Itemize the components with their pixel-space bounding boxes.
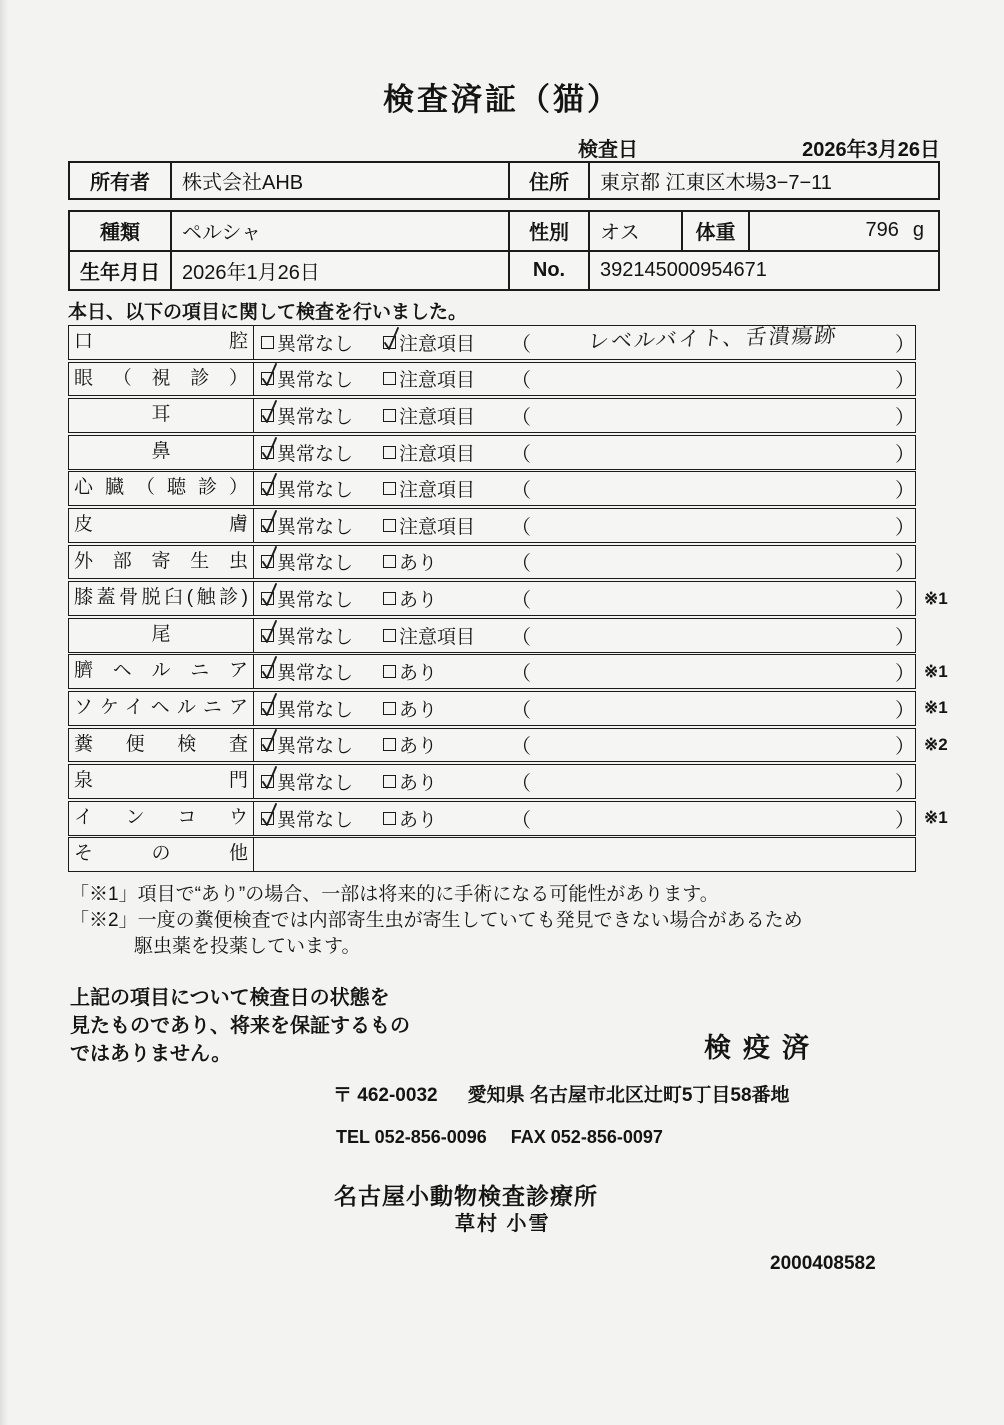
exam-row-content xyxy=(254,472,915,505)
exam-note: ※1 xyxy=(924,588,948,608)
exam-note: ※2 xyxy=(924,734,948,754)
checkbox-icon xyxy=(383,738,396,751)
paren-close: ） xyxy=(895,407,915,430)
exam-item-label: 耳 xyxy=(69,399,254,432)
paren-close: ） xyxy=(895,626,915,649)
paren-close: ） xyxy=(895,553,915,576)
exam-option-label: あり xyxy=(399,773,438,795)
handwritten-check-icon xyxy=(258,726,282,756)
exam-option-label: 異常なし xyxy=(277,407,354,429)
exam-row xyxy=(68,362,916,397)
paren-open: （ xyxy=(511,370,531,393)
disclaimer-line-3: ではありません。 xyxy=(70,1043,232,1065)
exam-row xyxy=(68,801,948,836)
exam-option-no-abnormality xyxy=(261,658,383,685)
exam-item-label: 尾 xyxy=(69,619,254,652)
exam-row-content xyxy=(254,363,915,396)
owner-table xyxy=(68,161,940,200)
exam-item-label: ソケイヘルニア xyxy=(69,692,254,725)
exam-row xyxy=(68,398,916,433)
exam-finding-handwriting xyxy=(531,406,895,416)
handwritten-check-icon xyxy=(258,763,282,793)
clinic-tel: TEL 052-856-0096 xyxy=(336,1127,487,1147)
exam-option-no-abnormality xyxy=(261,329,383,356)
exam-note: ※1 xyxy=(924,698,948,718)
paren-open: （ xyxy=(511,663,531,686)
handwritten-check-icon xyxy=(258,580,282,610)
weight-label: 体重 xyxy=(683,212,750,250)
exam-row-content xyxy=(254,802,915,835)
birthdate-value: 2026年1月26日 xyxy=(182,261,320,284)
exam-row xyxy=(68,581,948,616)
exam-option-label: 異常なし xyxy=(277,626,354,648)
exam-finding-handwriting xyxy=(531,443,895,453)
exam-row xyxy=(68,435,916,470)
checkbox-icon xyxy=(261,482,274,495)
paren-open: （ xyxy=(511,407,531,430)
exam-item-label: 鼻 xyxy=(69,436,254,469)
paren-open: （ xyxy=(511,626,531,649)
owner-name: 株式会社AHB xyxy=(182,172,304,194)
exam-option-attention xyxy=(383,658,511,685)
exam-option-label: 異常なし xyxy=(277,516,354,538)
pet-info-row-1 xyxy=(70,212,938,250)
handwritten-check-icon xyxy=(258,543,282,573)
exam-finding-handwriting xyxy=(531,516,895,526)
exam-row xyxy=(68,618,916,653)
handwritten-check-icon xyxy=(380,324,404,354)
paren-close: ） xyxy=(895,809,915,832)
exam-option-attention xyxy=(383,585,511,612)
exam-option-label: 異常なし xyxy=(277,773,354,795)
exam-option-label: 注意項目 xyxy=(399,626,476,648)
exam-option-label: 異常なし xyxy=(277,553,354,575)
exam-finding-handwriting xyxy=(531,662,895,672)
exam-option-attention xyxy=(383,439,511,466)
exam-finding-handwriting: レベルバイト、舌潰瘍跡 xyxy=(586,324,839,354)
exam-row-content xyxy=(254,619,915,652)
exam-option-attention xyxy=(383,329,511,356)
no-value: 392145000954671 xyxy=(600,258,767,281)
exam-option-label: 異常なし xyxy=(277,443,354,465)
exam-option-no-abnormality xyxy=(261,439,383,466)
paren-close: ） xyxy=(895,370,915,393)
exam-row-content xyxy=(254,546,915,579)
address-label: 住所 xyxy=(508,163,590,198)
exam-item-label: 膝蓋骨脱臼(触診) xyxy=(69,582,254,615)
quarantine-passed-stamp: 検疫済 xyxy=(704,1033,821,1063)
exam-option-attention xyxy=(383,731,511,758)
exam-option-attention xyxy=(383,475,511,502)
exam-finding-handwriting xyxy=(531,479,895,489)
checkbox-icon xyxy=(383,812,396,825)
checkbox-icon xyxy=(261,336,274,349)
paren-close: ） xyxy=(895,699,915,722)
exam-option-attention xyxy=(383,365,511,392)
exam-option-label: あり xyxy=(399,590,438,612)
exam-option-label: 異常なし xyxy=(277,590,354,612)
exam-item-label: 糞便検査 xyxy=(69,729,254,762)
handwritten-check-icon xyxy=(258,470,282,500)
handwritten-check-icon xyxy=(258,397,282,427)
paren-close: ） xyxy=(895,736,915,759)
sex-label: 性別 xyxy=(508,212,590,250)
checkbox-icon xyxy=(261,409,274,422)
weight-value-cell xyxy=(750,212,938,250)
exam-finding-handwriting xyxy=(531,369,895,379)
checkbox-icon xyxy=(261,519,274,532)
exam-item-label: 皮膚 xyxy=(69,509,254,542)
exam-row-content xyxy=(254,655,915,688)
checkbox-icon xyxy=(383,702,396,715)
serial-number: 2000408582 xyxy=(770,1253,876,1274)
checkbox-icon xyxy=(383,519,396,532)
exam-option-attention xyxy=(383,622,511,649)
scan-edge-shadow xyxy=(0,0,8,1425)
exam-finding-handwriting xyxy=(531,589,895,599)
checkbox-icon xyxy=(261,775,274,788)
checkbox-icon xyxy=(383,592,396,605)
clinic-fax: FAX 052-856-0097 xyxy=(510,1127,663,1147)
exam-option-label: 注意項目 xyxy=(399,516,476,538)
inspection-date-label: 検査日 xyxy=(578,139,638,161)
paren-open: （ xyxy=(511,809,531,832)
page-title: 検査済証（猫） xyxy=(383,82,621,117)
checkbox-icon xyxy=(261,812,274,825)
exam-row xyxy=(68,764,916,799)
clinic-address-line xyxy=(333,1080,790,1107)
exam-option-no-abnormality xyxy=(261,512,383,539)
exam-row-content xyxy=(254,838,915,871)
exam-option-label: 異常なし xyxy=(277,699,354,721)
exam-option-attention xyxy=(383,695,511,722)
checkbox-icon xyxy=(261,665,274,678)
checkbox-icon xyxy=(383,482,396,495)
checkbox-icon xyxy=(383,775,396,788)
checkbox-icon xyxy=(383,336,396,349)
exam-option-attention xyxy=(383,548,511,575)
checkbox-icon xyxy=(383,665,396,678)
clinic-address: 愛知県 名古屋市北区辻町5丁目58番地 xyxy=(467,1085,790,1106)
paren-open: （ xyxy=(511,333,531,356)
paren-close: ） xyxy=(895,333,915,356)
breed-value: ペルシャ xyxy=(182,222,262,245)
paren-close: ） xyxy=(895,480,915,503)
exam-row-content xyxy=(254,692,915,725)
checkbox-icon xyxy=(261,629,274,642)
exam-row-content xyxy=(254,765,915,798)
exam-note: ※1 xyxy=(924,808,948,828)
exam-option-label: 注意項目 xyxy=(399,443,476,465)
exam-row xyxy=(68,471,916,506)
handwritten-check-icon xyxy=(258,653,282,683)
owner-label: 所有者 xyxy=(70,163,172,198)
paren-open: （ xyxy=(511,590,531,613)
footnote-2-continued: 駆虫薬を投薬しています。 xyxy=(134,936,361,957)
exam-option-no-abnormality xyxy=(261,548,383,575)
disclaimer-line-1: 上記の項目について検査日の状態を xyxy=(70,987,390,1009)
exam-option-label: あり xyxy=(399,663,438,685)
paren-close: ） xyxy=(895,590,915,613)
exam-option-no-abnormality xyxy=(261,475,383,502)
paren-close: ） xyxy=(895,663,915,686)
exam-option-label: 注意項目 xyxy=(399,480,476,502)
exam-option-attention xyxy=(383,805,511,832)
checkbox-icon xyxy=(261,592,274,605)
handwritten-check-icon xyxy=(258,360,282,390)
footnote-2: 「※2」一度の糞便検査では内部寄生虫が寄生していても発見できない場合があるため xyxy=(70,910,803,931)
exam-option-attention xyxy=(383,768,511,795)
exam-option-label: あり xyxy=(399,809,438,831)
exam-finding-handwriting xyxy=(531,735,895,745)
exam-item-label: 泉門 xyxy=(69,765,254,798)
exam-option-label: 異常なし xyxy=(277,333,354,355)
exam-option-no-abnormality xyxy=(261,731,383,758)
paren-close: ） xyxy=(895,773,915,796)
disclaimer-line-2: 見たものであり、将来を保証するもの xyxy=(70,1015,410,1037)
sex-value: オス xyxy=(590,212,683,250)
exam-finding-handwriting xyxy=(531,809,895,819)
exam-row-content xyxy=(254,729,915,762)
exam-row xyxy=(68,325,916,360)
exam-option-no-abnormality xyxy=(261,365,383,392)
checkbox-icon xyxy=(383,409,396,422)
exam-option-no-abnormality xyxy=(261,585,383,612)
exam-note: ※1 xyxy=(924,661,948,681)
handwritten-check-icon xyxy=(258,690,282,720)
veterinarian-name: 草村 小雪 xyxy=(455,1213,551,1235)
exam-row-content xyxy=(254,399,915,432)
checkbox-icon xyxy=(383,629,396,642)
exam-option-label: 異常なし xyxy=(277,809,354,831)
disclaimer-text xyxy=(70,984,410,1068)
footnote-1: 「※1」項目で“あり”の場合、一部は将来的に手術になる可能性があります。 xyxy=(70,884,719,905)
exam-item-label: 心臓（聴診） xyxy=(69,472,254,505)
exam-finding-handwriting xyxy=(531,699,895,709)
exam-option-label: 異常なし xyxy=(277,663,354,685)
handwritten-check-icon xyxy=(258,617,282,647)
exam-option-label: 注意項目 xyxy=(399,407,476,429)
pet-info-table xyxy=(68,210,940,291)
exam-option-label: あり xyxy=(399,699,438,721)
exam-option-label: 注意項目 xyxy=(399,370,476,392)
checkbox-icon xyxy=(383,446,396,459)
intro-text: 本日、以下の項目に関して検査を行いました。 xyxy=(68,302,468,323)
exam-row xyxy=(68,545,916,580)
breed-label: 種類 xyxy=(70,212,172,250)
exam-option-label: 異常なし xyxy=(277,480,354,502)
paren-open: （ xyxy=(511,480,531,503)
weight-unit: g xyxy=(912,219,924,242)
exam-item-label: 口腔 xyxy=(69,326,254,359)
exam-row xyxy=(68,728,948,763)
exam-table xyxy=(68,324,948,874)
exam-finding-handwriting xyxy=(531,626,895,636)
exam-row-content xyxy=(254,509,915,542)
exam-row xyxy=(68,837,916,872)
owner-address: 東京都 江東区木場3−7−11 xyxy=(600,172,832,194)
paren-close: ） xyxy=(895,516,915,539)
exam-row-content xyxy=(254,582,915,615)
exam-row xyxy=(68,691,948,726)
exam-option-no-abnormality xyxy=(261,622,383,649)
checkbox-icon xyxy=(261,702,274,715)
exam-finding-handwriting xyxy=(531,772,895,782)
paren-open: （ xyxy=(511,443,531,466)
paren-open: （ xyxy=(511,773,531,796)
checkbox-icon xyxy=(383,555,396,568)
exam-option-label: 異常なし xyxy=(277,736,354,758)
paren-open: （ xyxy=(511,553,531,576)
pet-info-row-2 xyxy=(70,250,938,290)
exam-option-label: あり xyxy=(399,553,438,575)
exam-finding-handwriting xyxy=(531,552,895,562)
exam-row xyxy=(68,654,948,689)
exam-item-label: 外部寄生虫 xyxy=(69,546,254,579)
checkbox-icon xyxy=(261,372,274,385)
exam-item-label: 眼（視診） xyxy=(69,363,254,396)
no-label: No. xyxy=(508,252,590,290)
exam-option-label: あり xyxy=(399,736,438,758)
postal-code: 〒 462-0032 xyxy=(333,1085,438,1106)
paren-open: （ xyxy=(511,699,531,722)
paren-open: （ xyxy=(511,516,531,539)
handwritten-check-icon xyxy=(258,507,282,537)
handwritten-check-icon xyxy=(258,800,282,830)
exam-item-label: 臍ヘルニア xyxy=(69,655,254,688)
inspection-date-value: 2026年3月26日 xyxy=(802,139,940,161)
clinic-phone-line xyxy=(336,1127,663,1148)
exam-row-content xyxy=(254,436,915,469)
inspection-date-row xyxy=(578,133,940,162)
footnotes xyxy=(70,882,803,960)
checkbox-icon xyxy=(261,555,274,568)
paren-close: ） xyxy=(895,443,915,466)
exam-row xyxy=(68,508,916,543)
exam-option-label: 異常なし xyxy=(277,370,354,392)
exam-option-no-abnormality xyxy=(261,695,383,722)
exam-option-attention xyxy=(383,512,511,539)
checkbox-icon xyxy=(261,446,274,459)
exam-option-no-abnormality xyxy=(261,768,383,795)
birthdate-label: 生年月日 xyxy=(70,252,172,290)
weight-value: 796 xyxy=(865,219,899,242)
checkbox-icon xyxy=(261,738,274,751)
handwritten-check-icon xyxy=(258,434,282,464)
exam-option-no-abnormality xyxy=(261,402,383,429)
exam-item-label: その他 xyxy=(69,838,254,871)
exam-option-label: 注意項目 xyxy=(399,333,476,355)
exam-item-label: インコウ xyxy=(69,802,254,835)
exam-row-content xyxy=(254,326,915,359)
clinic-name: 名古屋小動物検査診療所 xyxy=(334,1183,598,1209)
checkbox-icon xyxy=(383,372,396,385)
paren-open: （ xyxy=(511,736,531,759)
exam-option-no-abnormality xyxy=(261,805,383,832)
exam-option-attention xyxy=(383,402,511,429)
